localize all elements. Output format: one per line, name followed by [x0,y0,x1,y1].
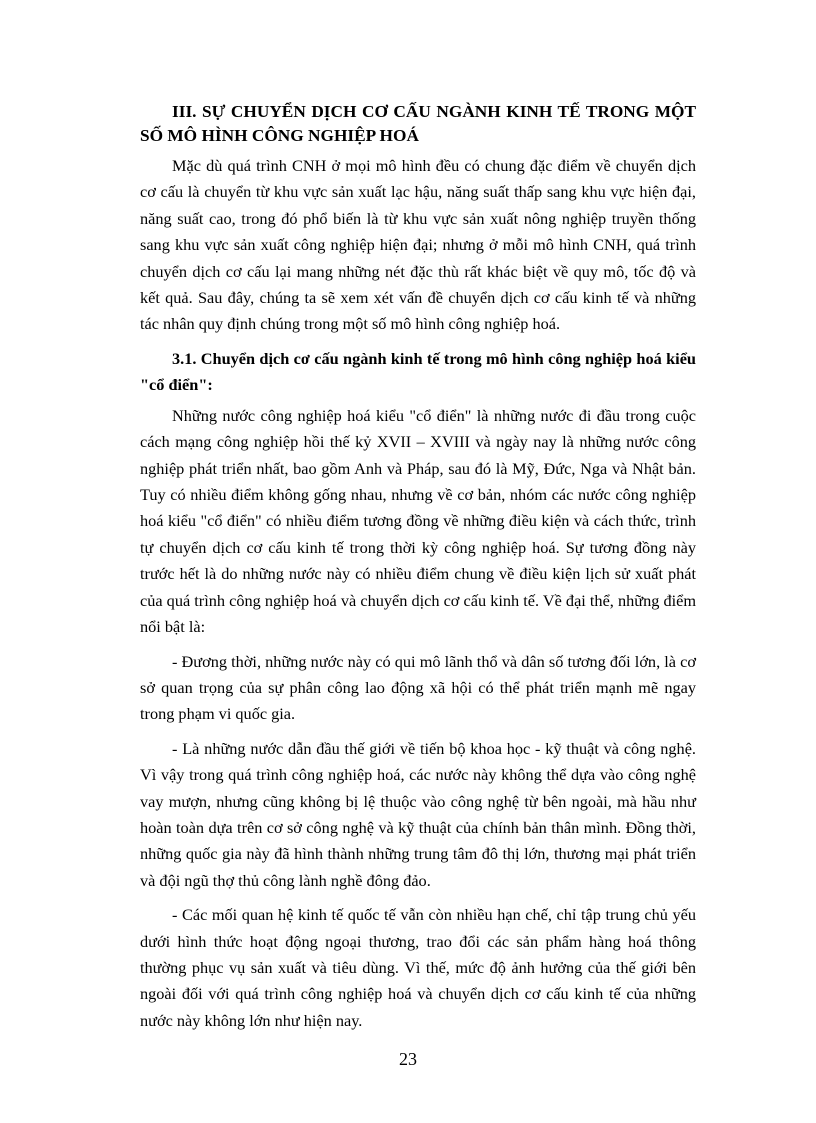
body-paragraph: Những nước công nghiệp hoá kiểu "cổ điển" là những nước đi đầu trong cuộc cách mạng công nghiệp hồi thế kỷ XVII – XVIII và ngày nay là những nước công nghiệp phát triển nhất, bao gồm Anh và Pháp, sau đó là Mỹ, Đức, Nga và Nhật bản. Tuy có nhiều điểm không gống nhau, nhưng về cơ bản, nhóm các nước công nghiệp hoá kiểu "cổ điển" có nhiều điểm tương đồng về những điều kiện và cách thức, trình tự chuyển dịch cơ cấu kinh tế trong thời kỳ công nghiệp hoá. Sự tương đồng này trước hết là do những nước này có nhiều điểm chung về điều kiện lịch sử xuất phát của quá trình công nghiệp hoá và chuyển dịch cơ cấu kinh tế. Về đại thể, những điểm nổi bật là: [140,405,696,637]
page-number: 23 [399,1049,417,1069]
page-content [140,100,696,1042]
intro-paragraph: Mặc dù quá trình CNH ở mọi mô hình đều có chung đặc điểm về chuyển dịch cơ cấu là chuyển từ khu vực sản xuất lạc hậu, năng suất thấp sang khu vực hiện đại, năng suất cao, trong đó phổ biến là từ khu vực sản xuất nông nghiệp truyền thống sang khu vực sản xuất công nghiệp hiện đại; nhưng ở mỗi mô hình CNH, quá trình chuyển dịch cơ cấu lại mang những nét đặc thù rất khác biệt về quy mô, tốc độ và kết quả. Sau đây, chúng ta sẽ xem xét vấn đề chuyển dịch cơ cấu kinh tế và những tác nhân quy định chúng trong một số mô hình công nghiệp hoá. [140,156,696,334]
bullet-paragraph: - Các mối quan hệ kinh tế quốc tế vẫn còn nhiều hạn chế, chỉ tập trung chủ yếu dưới hình thức hoạt động ngoại thương, trao đổi các sản phẩm hàng hoá thông thường phục vụ sản xuất và tiêu dùng. Vì thế, mức độ ảnh hưởng của thế giới bên ngoài đối với quá trình công nghiệp hoá và chuyển dịch cơ cấu kinh tế của những nước này không lớn như hiện nay. [140,905,696,1030]
section-heading: III. SỰ CHUYỂN DỊCH CƠ CẤU NGÀNH KINH TẾ TRONG MỘT SỐ MÔ HÌNH CÔNG NGHIỆP HOÁ [140,102,696,145]
bullet-paragraph: - Đương thời, những nước này có qui mô lãnh thổ và dân số tương đối lớn, là cơ sở quan trọng của sự phân công lao động xã hội có thể phát triển mạnh mẽ ngay trong phạm vi quốc gia. [140,651,696,724]
bullet-paragraph: - Là những nước dẫn đầu thế giới về tiến bộ khoa học - kỹ thuật và công nghệ. Vì vậy trong quá trình công nghiệp hoá, các nước này không thể dựa vào công nghệ vay mượn, nhưng cũng không bị lệ thuộc vào công nghệ từ bên ngoài, mà hầu như hoàn toàn dựa trên cơ sở công nghệ và kỹ thuật của chính bản thân mình. Đồng thời, những quốc gia này đã hình thành những trung tâm đô thị lớn, thương mại phát triển và đội ngũ thợ thủ công lành nghề đông đảo. [140,738,696,890]
subsection-heading: 3.1. Chuyển dịch cơ cấu ngành kinh tế trong mô hình công nghiệp hoá kiểu "cổ điển": [140,348,696,394]
